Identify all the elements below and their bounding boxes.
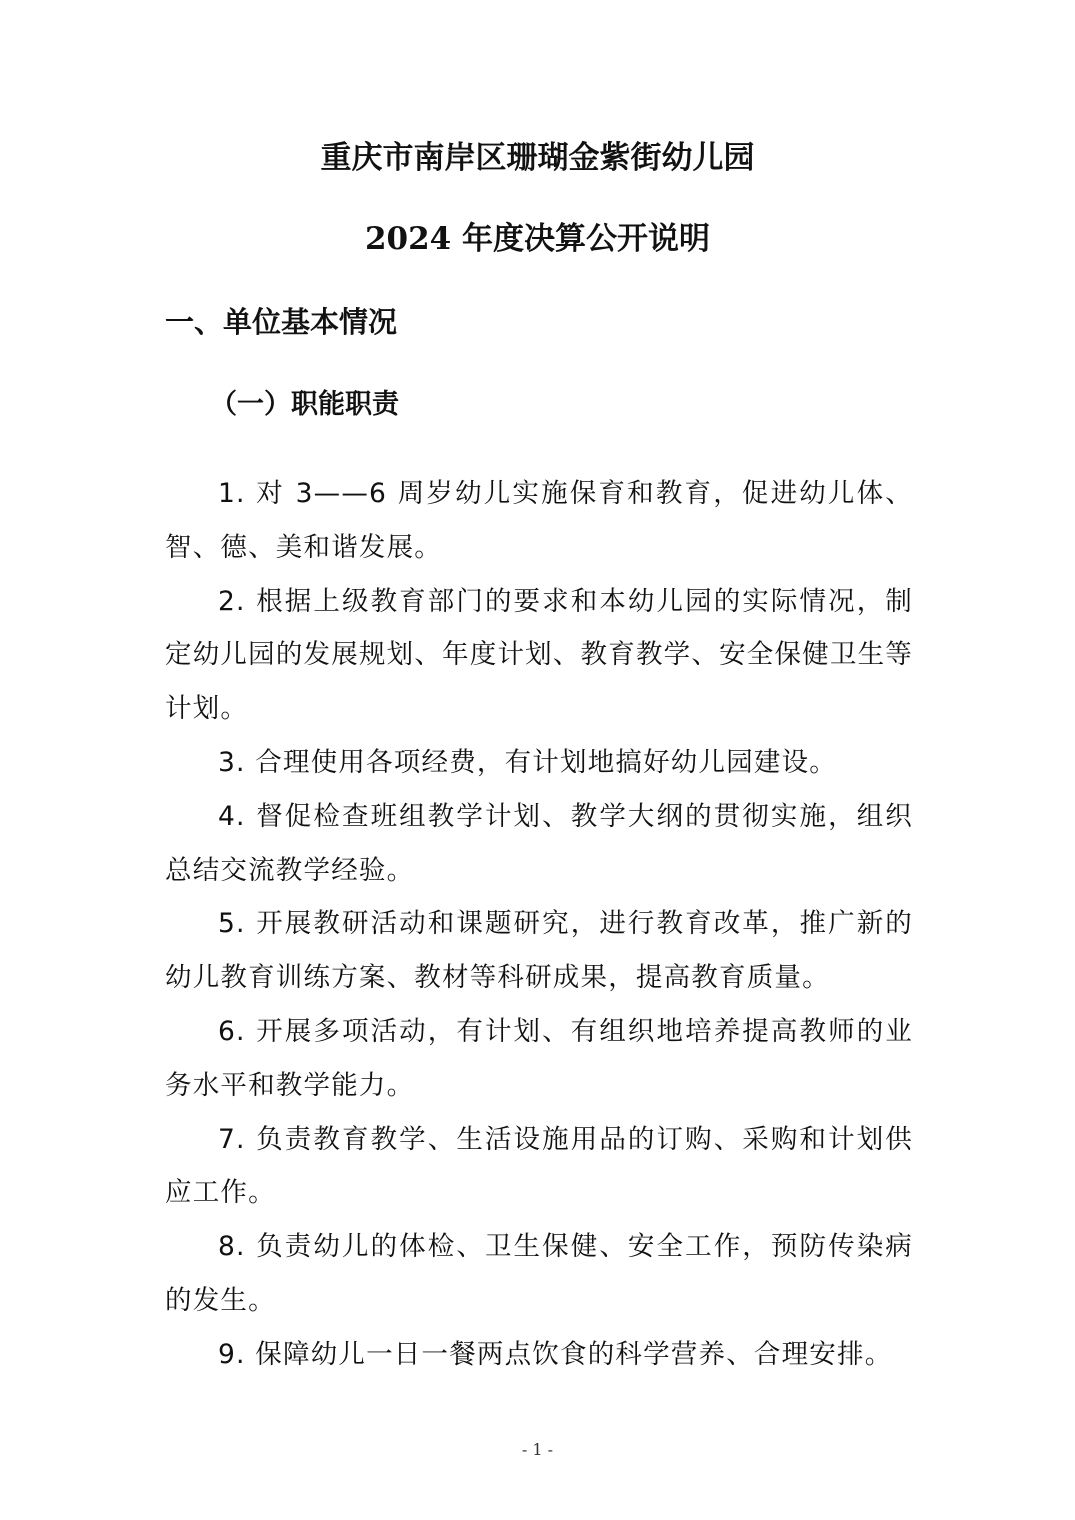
document-title-line2: 2024 年度决算公开说明 xyxy=(364,221,711,257)
list-item-8: 8. 负责幼儿的体检、卫生保健、安全工作，预防传染病的发生。 xyxy=(165,1231,913,1316)
functions-list xyxy=(165,467,913,1382)
list-item-4: 4. 督促检查班组教学计划、教学大纲的贯彻实施，组织总结交流教学经验。 xyxy=(165,800,913,886)
list-item-6: 6. 开展多项活动，有计划、有组织地培养提高教师的业务水平和教学能力。 xyxy=(165,1015,913,1101)
list-item-9: 9. 保障幼儿一日一餐两点饮食的科学营养、合理安排。 xyxy=(218,1338,893,1370)
list-item-2: 2. 根据上级教育部门的要求和本幼儿园的实际情况，制定幼儿园的发展规划、年度计划、教育教学、安全保健卫生等计划。 xyxy=(165,585,913,725)
list-item-7: 7. 负责教育教学、生活设施用品的订购、采购和计划供应工作。 xyxy=(165,1123,913,1209)
list-item-3: 3. 合理使用各项经费，有计划地搞好幼儿园建设。 xyxy=(218,746,838,778)
section-heading-unit-basic-info: 一、单位基本情况 xyxy=(165,305,398,339)
list-item-5: 5. 开展教研活动和课题研究，进行教育改革，推广新的幼儿教育训练方案、教材等科研成果，提高教育质量。 xyxy=(165,908,913,994)
subsection-heading-functions: （一）职能职责 xyxy=(210,389,399,420)
document-title-line1: 重庆市南岸区珊瑚金紫街幼儿园 xyxy=(320,140,755,176)
page-number: - 1 - xyxy=(521,1440,554,1459)
list-item-1: 1. 对 3——6 周岁幼儿实施保育和教育，促进幼儿体、智、德、美和谐发展。 xyxy=(165,478,913,563)
